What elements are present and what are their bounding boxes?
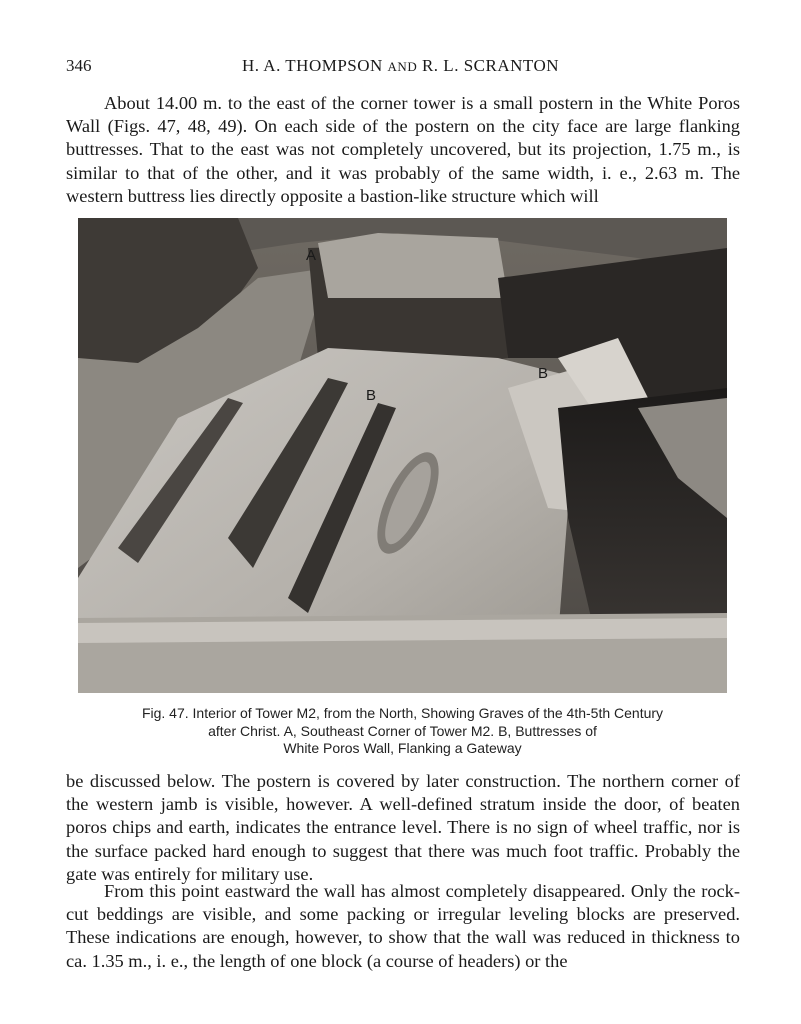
- page-number: 346: [66, 56, 92, 75]
- caption-line-1: Fig. 47. Interior of Tower M2, from the North, Showing Graves of the 4th-5th Century: [141, 705, 664, 721]
- label-b-east: B: [538, 365, 549, 382]
- paragraph-3: From this point eastward the wall has almost completely disappeared. Only the rock-cut beddings are visible, and some packing or irregular leveling blocks are preserved. These indications are enough, however, to show that the wall was reduced in thickness to ca. 1.35 m., i. e., the length of one block (a course of headers) or the: [66, 881, 740, 971]
- author-2: R. L. SCRANTON: [421, 56, 560, 75]
- figure-caption: [90, 705, 715, 758]
- paragraph-1: About 14.00 m. to the east of the corner tower is a small postern in the White Poros Wall (Figs. 47, 48, 49). On each side of the postern on the city face are large flanking buttresses. That to the east was not completely uncovered, but its projection, 1.75 m., is similar to that of the other, and it was probably of the same width, i. e., 2.63 m. The western buttress lies directly opposite a bastion-like structure which will: [66, 93, 740, 206]
- conjunction: AND: [387, 59, 418, 74]
- paragraph-2: be discussed below. The postern is covered by later construction. The northern corner of the western jamb is visible, however. A well-defined stratum inside the door, of beaten poros chips and earth, indicates the entrance level. There is no sign of wheel traffic, nor is the surface packed hard enough to suggest that there was much foot traffic. Probably the gate was entirely for military use.: [66, 771, 740, 884]
- label-a: A: [306, 247, 317, 264]
- excavation-photo: [78, 218, 727, 693]
- running-head: [0, 56, 801, 76]
- label-b-west: B: [366, 387, 377, 404]
- caption-line-3: White Poros Wall, Flanking a Gateway: [283, 740, 522, 756]
- author-1: H. A. THOMPSON: [241, 56, 383, 75]
- figure-photo: [78, 218, 727, 693]
- caption-line-2: after Christ. A, Southeast Corner of Tower M2. B, Buttresses of: [208, 722, 597, 739]
